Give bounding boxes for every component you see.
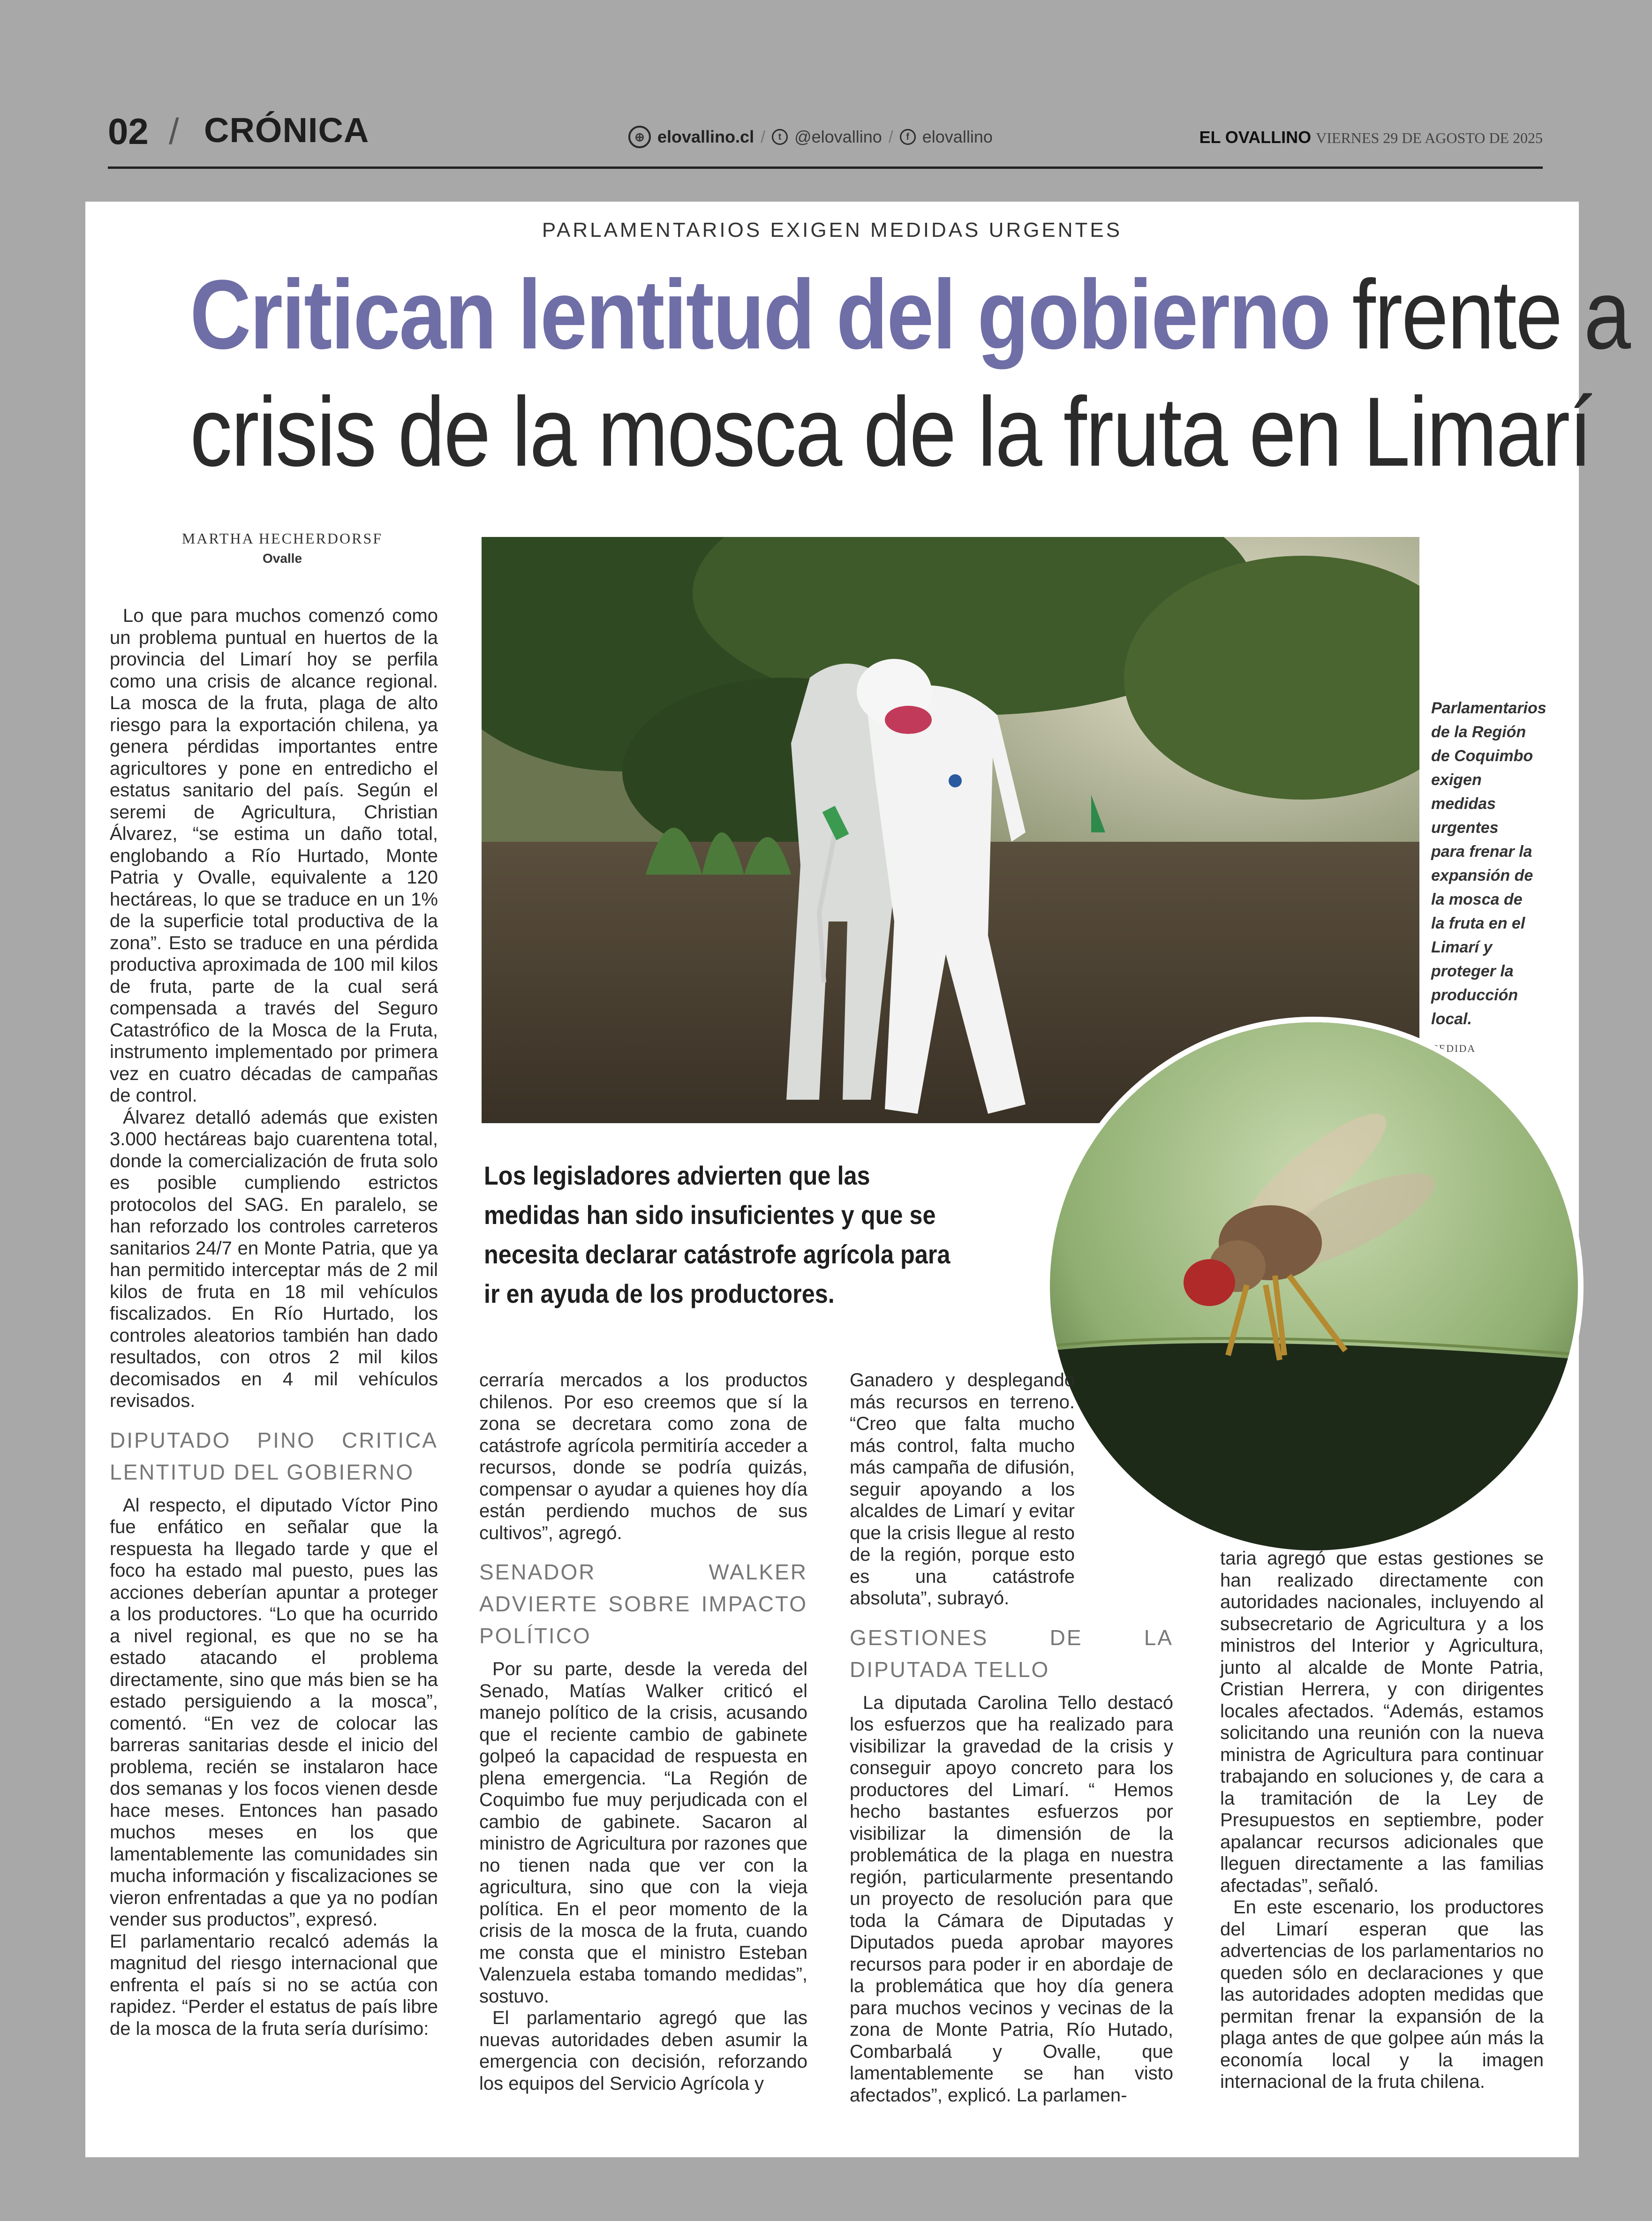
section-name: CRÓNICA [204,111,370,150]
paragraph: taria agregó que estas gestiones se han realizado directamente con autoridades nacionales, incluyendo al subsecretario de Agricultura y a los ministros del Interior y Agricultura, junto al alcalde de Monte Patria, Cristian Herrera, y con dirigentes locales afectados. “Además, estamos solicitando una reunión con la nueva ministra de Agricultura para continuar trabajando en soluciones y, de cara a la tramitación de la Ley de Presupuestos en septiembre, poder apalancar recursos adicionales que lleguen directamente a las familias afectadas”, señaló. [1220,1548,1544,1896]
separator: / [888,127,893,146]
subheading: GESTIONES DE LA DIPUTADA TELLO [850,1625,1173,1682]
paragraph: cerraría mercados a los productos chilenos. Por eso creemos que sí la zona se decretara como zona de catástrofe agrícola permitiría acceder a recursos, donde se podría quizás, compensar o ayudar a quienes hoy día están perdiendo muchos de sus cultivos”, agregó. [479,1370,807,1543]
paragraph: Por su parte, desde la vereda del Senado, Matías Walker criticó el manejo político de la crisis, acusando que el reciente cambio de gabinete golpeó la capacidad de respuesta en plena emergencia. “La Región de Coquimbo fue muy perjudicada con el cambio de gabinete. Sacaron al ministro de Agricultura por razones que no tienen nada que ver con la agricultura, sino que con la vieja política. En el peor momento de la crisis de la mosca de la fruta, cuando me consta que el ministro Esteban Valenzuela estaba tomando medidas”, sostuvo. [479,1659,807,2007]
article-column-3 [850,1369,1173,2106]
paragraph: Al respecto, el diputado Víctor Pino fue enfático en señalar que la respuesta ha llegado tarde y que el foco ha estado mal puesto, pues las acciones deberían apuntar a proteger a los productores. “Lo que ha ocurrido a nivel regional, es que no se ha estado atacando el problema directamente, sino que más bien se ha estado persiguiendo a la mosca”, comentó. “En vez de colocar las barreras sanitarias desde el inicio del problema, recién se instalaron hace dos semanas y los focos vienen desde hace meses. Entonces han pasado muchos meses en los que lamentablemente las comunidades sin mucha información y fiscalizaciones se vieron enfrentadas a que ya no podían vender sus productos”, expresó. [110,1495,438,1930]
header-slash: / [169,111,179,152]
facebook-icon: f [900,129,916,145]
dateline-location: Ovalle [262,551,302,566]
headline-rest: frente a [1329,259,1630,370]
headline-highlight: Critican lentitud del gobierno [189,259,1330,370]
globe-icon: ⊕ [628,126,651,148]
paragraph: Lo que para muchos comenzó como un problema puntual en huertos de la provincia del Limarí hoy se perfila como una crisis de alcance regional. La mosca de la fruta, plaga de alto riesgo para la exportación chilena, ya genera pérdidas importantes entre agricultores y pone en entredicho el estatus sanitario del país. Según el seremi de Agricultura, Christian Álvarez, “se estima un daño total, englobando a Río Hurtado, Monte Patria y Ovalle, equivalente a 120 hectáreas, lo que se traduce en un 1% de la superficie total productiva de la zona”. Esto se traduce en una pérdida productiva aproximada de 100 mil kilos de fruta, parte de la cual será compensada a través del Seguro Catastrófico de la Mosca de la Fruta, instrumento implementado por primera vez en cuatro décadas de campañas de control. [110,605,438,1106]
pull-quote: Los legisladores advierten que las medidas han sido insuficientes y que se necesita declarar catástrofe agrícola para ir en ayuda de los productores. [484,1161,950,1308]
article-column-1 [110,605,438,2040]
paragraph: La diputada Carolina Tello destacó los esfuerzos que ha realizado para visibilizar la gravedad de la crisis y conseguir apoyo concreto para los productores del Limarí. “ Hemos hecho bastantes esfuerzos por visibilizar la dimensión de la problemática de la plaga en nuestra región, particularmente presentando un proyecto de resolución para que toda la Cámara de Diputadas y Diputados pueda aprobar mayores recursos para poder ir en abordaje de la problemática que hoy día genera para muchos vecinos y vecinas de la zona de Monte Patria, Río Hutado, Combarbalá y Ovalle, que lamentablemente se han visto afectados”, explicó. La parlamen- [850,1692,1173,2106]
paragraph: El parlamentario recalcó además la magnitud del riesgo internacional que enfrenta el país si no se actúa con rapidez. “Perder el estatus de país libre de la mosca de la fruta sería durísimo: [110,1931,438,2039]
article-column-2 [479,1369,807,2094]
newspaper-brand [1199,128,1543,147]
article-kicker: PARLAMENTARIOS EXIGEN MEDIDAS URGENTES [542,219,1123,242]
article-page [85,202,1630,2157]
paragraph: En este escenario, los productores del Limarí esperan que las advertencias de los parlamentarios no queden sólo en declaraciones y que las autoridades adopten medidas que permitan frenar la expansión de la plaga antes de que golpee aún más la economía local y la imagen internacional de la fruta chilena. [1220,1897,1544,2092]
twitter-icon: t [772,129,788,145]
article-column-4 [1220,1548,1544,2093]
facebook-handle[interactable]: elovallino [922,127,993,146]
photo-caption: Parlamentarios de la Región de Coquimbo exigen medidas urgentes para frenar la expansión de la mosca de la fruta en el Limarí y proteger la producción local. [1431,699,1546,1028]
author-byline: MARTHA HECHERDORSF [181,530,383,547]
separator: / [761,127,766,146]
subheading: SENADOR WALKER ADVIERTE SOBRE IMPACTO POLÍTICO [479,1560,807,1648]
paragraph: Ganadero y desplegando más recursos en terreno. “Creo que falta mucho más control, falta mucho más campaña de difusión, seguir apoyando a los alcaldes de Limarí y evitar que la crisis llegue al resto de la región, porque esto es una catástrofe absoluta”, subrayó. [850,1370,1075,1609]
page-number: 02 [108,111,149,152]
photo-credit: CEDIDA [1431,1043,1476,1054]
page-header [108,103,1543,169]
subheading: DIPUTADO PINO CRITICA LENTITUD DEL GOBIERNO [110,1428,438,1484]
paragraph: Álvarez detalló además que existen 3.000 hectáreas bajo cuarentena total, donde la comercialización de fruta solo es posible cumpliendo estrictos protocolos del SAG. En paralelo, se han reforzado los controles carreteros sanitarios 24/7 en Monte Patria, que ya han permitido interceptar más de 2 mil kilos de fruta en 18 mil vehículos fiscalizados. En Río Hurtado, los controles aleatorios también han dado resultados, con otros 2 mil kilos decomisados en 4 mil vehículos revisados. [110,1107,438,1411]
website-link[interactable]: elovallino.cl [657,127,754,146]
header-rule [108,166,1543,169]
issue-date: VIERNES 29 DE AGOSTO DE 2025 [1316,129,1543,146]
social-links [628,126,993,148]
headline-line-2: crisis de la mosca de la fruta en Limarí [189,377,1592,487]
paragraph: El parlamentario agregó que las nuevas autoridades deben asumir la emergencia con decisión, reforzando los equipos del Servicio Agrícola y [479,2008,807,2094]
headline-line-1 [189,258,1630,371]
twitter-handle[interactable]: @elovallino [794,127,882,146]
brand-name: EL OVALLINO [1199,128,1312,147]
